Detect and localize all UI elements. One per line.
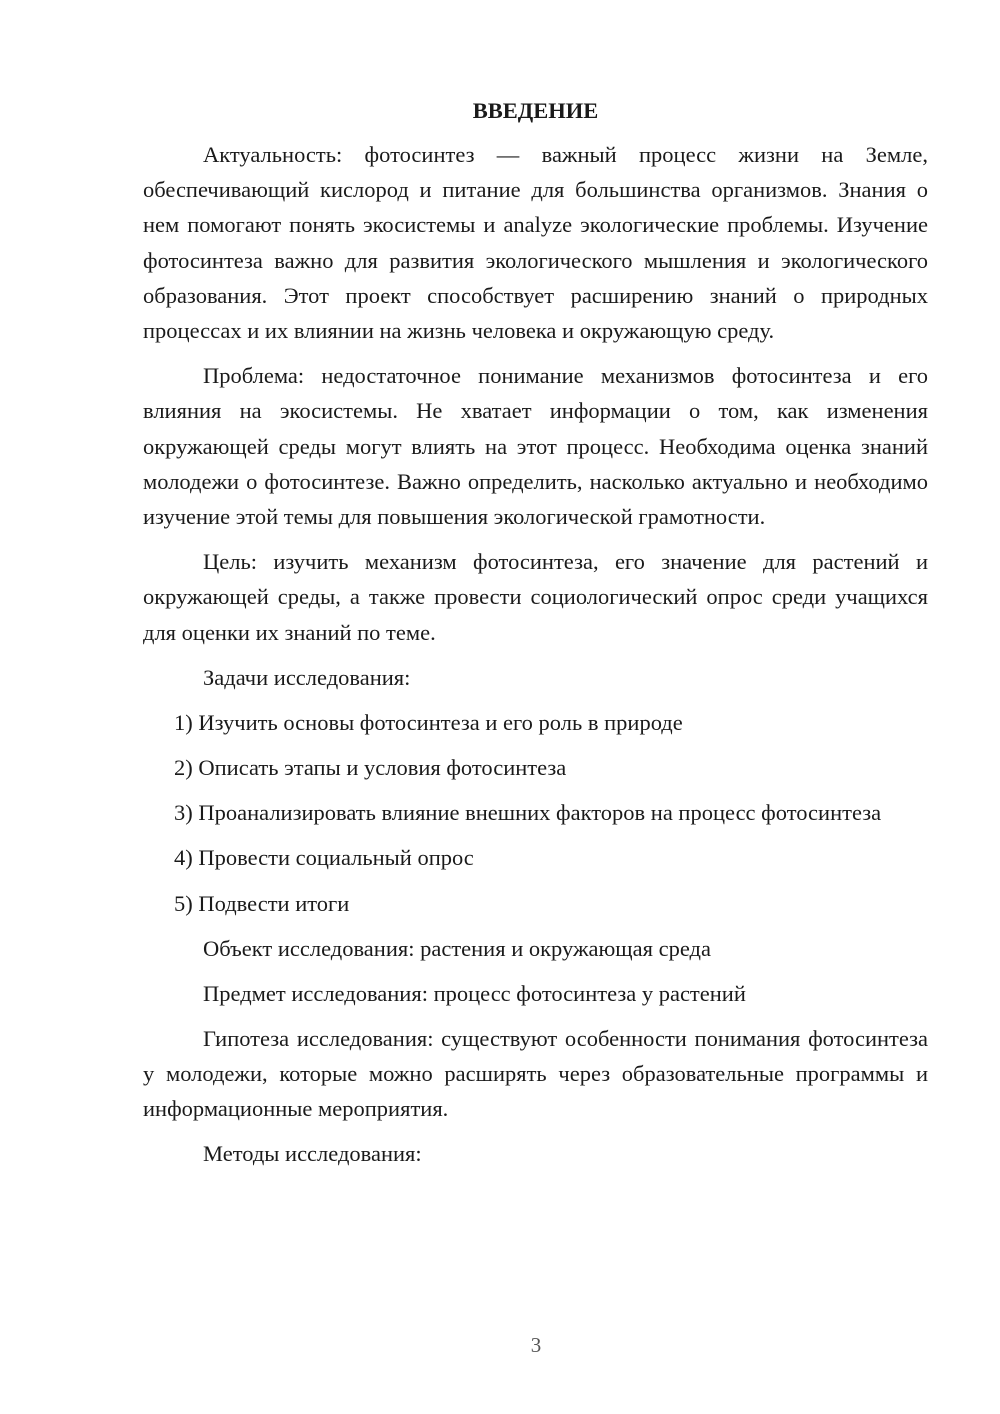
paragraph-goal: Цель: изучить механизм фотосинтеза, его значение для растений и окружающей среды, а также провести социологический опрос среди учащихся для оценки их знаний по теме. [143,549,928,645]
task-item: 1) Изучить основы фотосинтеза и его роль в природе [174,709,683,735]
paragraph-problem: Проблема: недостаточное понимание механизмов фотосинтеза и его влияния на экосистемы. Не хватает информации о том, как изменения окружающей среды могут влиять на этот процесс. Необходима оценка знаний молодежи о фотосинтезе. Важно определить, насколько актуально и необходимо изучение этой темы для повышения экологической грамотности. [143,363,928,530]
page-content [143,96,928,1181]
paragraph-relevance: Актуальность: фотосинтез — важный процесс жизни на Земле, обеспечивающий кислород и питание для большинства организмов. Знания о нем помогают понять экосистемы и analyze экологические проблемы. Изучение фотосинтеза важно для развития экологического мышления и экологического образования. Этот проект способствует расширению знаний о природных процессах и их влиянии на жизнь человека и окружающую среду. [143,142,928,344]
page-number: 3 [530,1333,542,1357]
research-methods: Методы исследования: [203,1141,422,1167]
task-item: 5) Подвести итоги [174,890,350,916]
research-subject: Предмет исследования: процесс фотосинтеза у растений [203,980,746,1006]
section-heading: ВВЕДЕНИЕ [472,98,599,123]
research-object: Объект исследования: растения и окружающая среда [203,935,711,961]
task-item: 3) Проанализировать влияние внешних факторов на процесс фотосинтеза [174,800,882,826]
task-item: 2) Описать этапы и условия фотосинтеза [174,755,567,781]
tasks-title: Задачи исследования: [203,664,411,690]
research-hypothesis: Гипотеза исследования: существуют особенности понимания фотосинтеза у молодежи, которые можно расширять через образовательные программы и информационные мероприятия. [143,1025,928,1122]
task-item: 4) Провести социальный опрос [174,845,474,871]
